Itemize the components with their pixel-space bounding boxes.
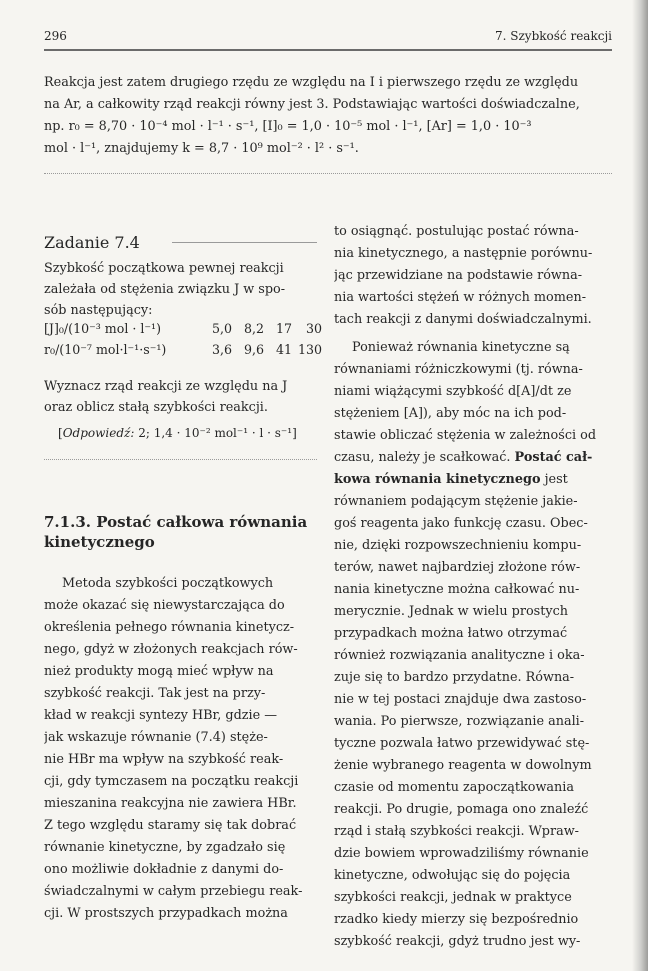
bold-term: Postać cał- — [514, 450, 593, 465]
text-line: rząd i stałą szybkości reakcji. Wpraw- — [334, 824, 579, 839]
text-line: nie w tej postaci znajduje dwa zastoso- — [334, 692, 587, 707]
exercise-answer — [44, 423, 317, 444]
text-line: Reakcja jest zatem drugiego rzędu ze względu na I i pierwszego rzędu ze względu — [44, 75, 579, 90]
row-label: [J]₀/(10⁻³ mol · l⁻¹) — [44, 321, 162, 336]
table-cell: 41 — [275, 342, 292, 357]
text-line: nie HBr ma wpływ na szybkość reak- — [44, 752, 284, 767]
text-line: cji. W prostszych przypadkach można — [44, 906, 288, 921]
table-cell: 30 — [305, 321, 322, 336]
table-cell: 130 — [297, 342, 322, 357]
text-line: nania kinetyczne można całkować nu- — [334, 582, 580, 597]
row-label: r₀/(10⁻⁷ mol·l⁻¹·s⁻¹) — [44, 342, 167, 357]
intro-paragraph — [44, 72, 612, 160]
text-line: szybkość reakcji. Tak jest na przy- — [44, 686, 266, 701]
text-line: Szybkość początkowa pewnej reakcji — [44, 261, 284, 276]
text-line: nia kinetycznego, a następnie porównu- — [334, 246, 593, 261]
text-line: może okazać się niewystarczająca do — [44, 598, 285, 613]
text-line: wania. Po pierwsze, rozwiązanie anali- — [334, 714, 585, 729]
table-row — [44, 339, 322, 360]
text-line: np. r₀ = 8,70 · 10⁻⁴ mol · l⁻¹ · s⁻¹, [I]₀ = 1,0 · 10⁻⁵ mol · l⁻¹, [Ar] = 1,0 · 10⁻³ — [44, 119, 532, 134]
text-line: jąc przewidziane na podstawie równa- — [334, 268, 583, 283]
text-line: świadczalnymi w całym przebiegu reak- — [44, 884, 303, 899]
section-right-column — [334, 221, 612, 953]
text-line: Metoda szybkości początkowych — [62, 576, 274, 591]
text-line: żenie wybranego reagenta w dowolnym — [334, 758, 592, 773]
text-line: jak wskazuje równanie (7.4) stęże- — [44, 730, 268, 745]
exercise-title — [44, 233, 317, 252]
section-left-column — [44, 573, 317, 925]
page-number: 296 — [44, 29, 67, 43]
text-line: nie, dzięki rozpowszechnieniu kompu- — [334, 538, 582, 553]
text-line: merycznie. Jednak w wielu prostych — [334, 604, 568, 619]
bold-term: kowa równania kinetycznego — [334, 472, 541, 487]
exercise-title-rule — [172, 242, 317, 243]
text-line — [334, 469, 612, 491]
text-line: na Ar, a całkowity rząd reakcji równy jest 3. Podstawiając wartości doświadczalne, — [44, 97, 580, 112]
text-line: Z tego względu staramy się tak dobrać — [44, 818, 297, 833]
text-line: kinetyczne, odwołując się do pojęcia — [334, 868, 571, 883]
table-cell: 9,6 — [243, 342, 264, 357]
text-line: równanie kinetyczne, by zgadzało się — [44, 840, 286, 855]
text-line: rzadko kiedy mierzy się bezpośrednio — [334, 912, 579, 927]
text-line: mol · l⁻¹, znajdujemy k = 8,7 · 10⁹ mol⁻² · l² · s⁻¹. — [44, 141, 359, 156]
table-cell: 5,0 — [211, 321, 232, 336]
text-line: nia wartości stężeń w różnych momen- — [334, 290, 587, 305]
text-line: kład w reakcji syntezy HBr, gdzie — — [44, 708, 278, 723]
page-edge-shadow — [632, 0, 648, 971]
text-line: tyczne pozwala łatwo przewidywać stę- — [334, 736, 590, 751]
section-heading — [44, 512, 317, 552]
separator-rule — [44, 173, 612, 174]
text-line: równaniem podającym stężenie jakie- — [334, 494, 578, 509]
text-run: jest — [544, 472, 568, 487]
exercise-title-text: Zadanie 7.4 — [44, 233, 140, 252]
text-line: określenia pełnego równania kinetycz- — [44, 620, 295, 635]
text-line: nież produkty mogą mieć wpływ na — [44, 664, 274, 679]
section-heading-line: 7.1.3. Postać całkowa równania — [44, 513, 308, 531]
table-cell: 3,6 — [211, 342, 232, 357]
text-line: stawie obliczać stężenia w zależności od — [334, 428, 597, 443]
text-line: stężeniem [A]), aby móc na ich pod- — [334, 406, 567, 421]
exercise-intro — [44, 258, 317, 321]
text-line: szybkość reakcji, gdyż trudno jest wy- — [334, 934, 581, 949]
table-cell: 8,2 — [243, 321, 264, 336]
text-run: czasu, należy je scałkować. — [334, 450, 511, 465]
answer-bracket: [ — [58, 426, 63, 440]
running-header — [44, 29, 612, 45]
text-line: sób następujący: — [44, 303, 153, 318]
answer-value: 2; 1,4 · 10⁻² mol⁻¹ · l · s⁻¹] — [138, 426, 297, 440]
header-rule — [44, 49, 612, 51]
table-row — [44, 318, 322, 339]
text-line: terów, nawet najbardziej złożone rów- — [334, 560, 581, 575]
text-line: to osiągnąć. postulując postać równa- — [334, 224, 579, 239]
text-line: również rozwiązania analityczne i oka- — [334, 648, 585, 663]
text-line: Ponieważ równania kinetyczne są — [352, 340, 570, 355]
text-line: ono możliwie dokładnie z danymi do- — [44, 862, 284, 877]
text-line: zależała od stężenia związku J w spo- — [44, 282, 286, 297]
section-heading-line: kinetycznego — [44, 533, 155, 551]
text-line: reakcji. Po drugie, pomaga ono znaleźć — [334, 802, 589, 817]
text-line: Wyznacz rząd reakcji ze względu na J — [44, 379, 288, 394]
exercise-data-table — [44, 318, 322, 360]
text-line: dzie bowiem wprowadziliśmy równanie — [334, 846, 589, 861]
answer-label: Odpowiedź: — [62, 426, 135, 440]
text-line: cji, gdy tymczasem na początku reakcji — [44, 774, 299, 789]
exercise-question — [44, 376, 317, 418]
exercise-end-rule — [44, 459, 317, 460]
table-cell: 17 — [275, 321, 292, 336]
text-line: goś reagenta jako funkcję czasu. Obec- — [334, 516, 588, 531]
text-line: tach reakcji z danymi doświadczalnymi. — [334, 312, 592, 327]
chapter-title: 7. Szybkość reakcji — [495, 29, 612, 43]
text-line: nego, gdyż w złożonych reakcjach rów- — [44, 642, 298, 657]
text-line — [334, 447, 612, 469]
text-line: czasie od momentu zapoczątkowania — [334, 780, 574, 795]
text-line: równaniami różniczkowymi (tj. równa- — [334, 362, 583, 377]
text-line: oraz oblicz stałą szybkości reakcji. — [44, 400, 268, 415]
text-line: zuje się to bardzo przydatne. Równa- — [334, 670, 575, 685]
text-line: niami wiążącymi szybkość d[A]/dt ze — [334, 384, 572, 399]
text-line: mieszanina reakcyjna nie zawiera HBr. — [44, 796, 297, 811]
text-line: szybkości reakcji, jednak w praktyce — [334, 890, 572, 905]
text-line: przypadkach można łatwo otrzymać — [334, 626, 568, 641]
